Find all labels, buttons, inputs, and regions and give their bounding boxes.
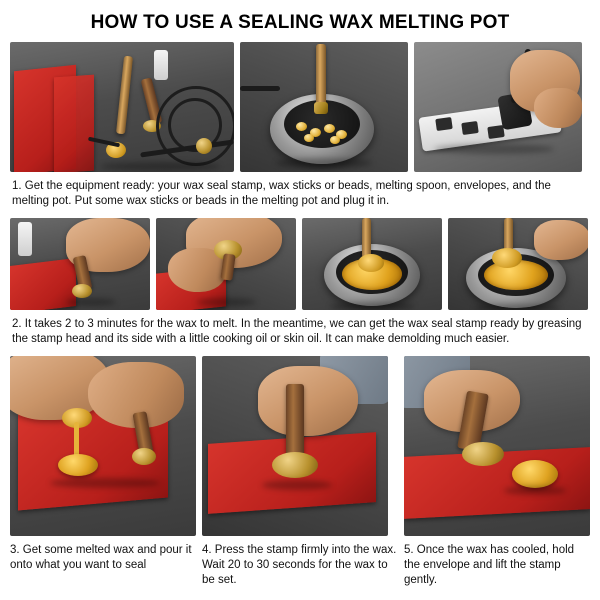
photo-pour-wax [10,356,196,536]
step-4-block [202,356,398,588]
step-5-block [404,356,590,588]
scene-pour [10,356,196,536]
photo-lift-stamp [404,356,590,536]
scene-greasing [156,218,296,310]
photo-row-1 [10,42,590,172]
photo-plug-in [414,42,582,172]
photo-melted-wax-pot [302,218,442,310]
scene-equipment [10,42,234,172]
photo-equipment-layout [10,42,234,172]
photo-greasing-stamp [156,218,296,310]
scene-pot-beads [240,42,408,172]
step-3-caption: 3. Get some melted wax and pour it onto what you want to seal [10,544,192,571]
photo-row-3 [10,356,590,588]
scene-lift [404,356,590,536]
scene-melted-wax [302,218,442,310]
scene-press [202,356,388,536]
page-title: HOW TO USE A SEALING WAX MELTING POT [90,12,510,33]
step-2-caption: 2. It takes 2 to 3 minutes for the wax to melt. In the meantime, we can get the wax seal stamp ready by greasing the stamp head and its side with a little cooking oil or skin oil. It can make demolding much easier. [12,318,582,345]
photo-spoon-scooping [448,218,588,310]
step-5-caption: 5. Once the wax has cooled, hold the envelope and lift the stamp gently. [404,544,575,586]
photo-oil-bottle-stamp [10,218,150,310]
scene-plug [414,42,582,172]
photo-row-2 [10,218,590,310]
scene-scooping [448,218,588,310]
photo-pot-with-beads [240,42,408,172]
scene-oil-stamp [10,218,150,310]
step-3-block [10,356,196,588]
photo-press-stamp [202,356,388,536]
step-1-caption: 1. Get the equipment ready: your wax seal stamp, wax sticks or beads, melting spoon, envelopes, and the melting pot. Put some wax sticks or beads in the melting pot and plug it in. [12,180,551,207]
step-4-caption: 4. Press the stamp firmly into the wax. Wait 20 to 30 seconds for the wax to be set. [202,544,397,586]
